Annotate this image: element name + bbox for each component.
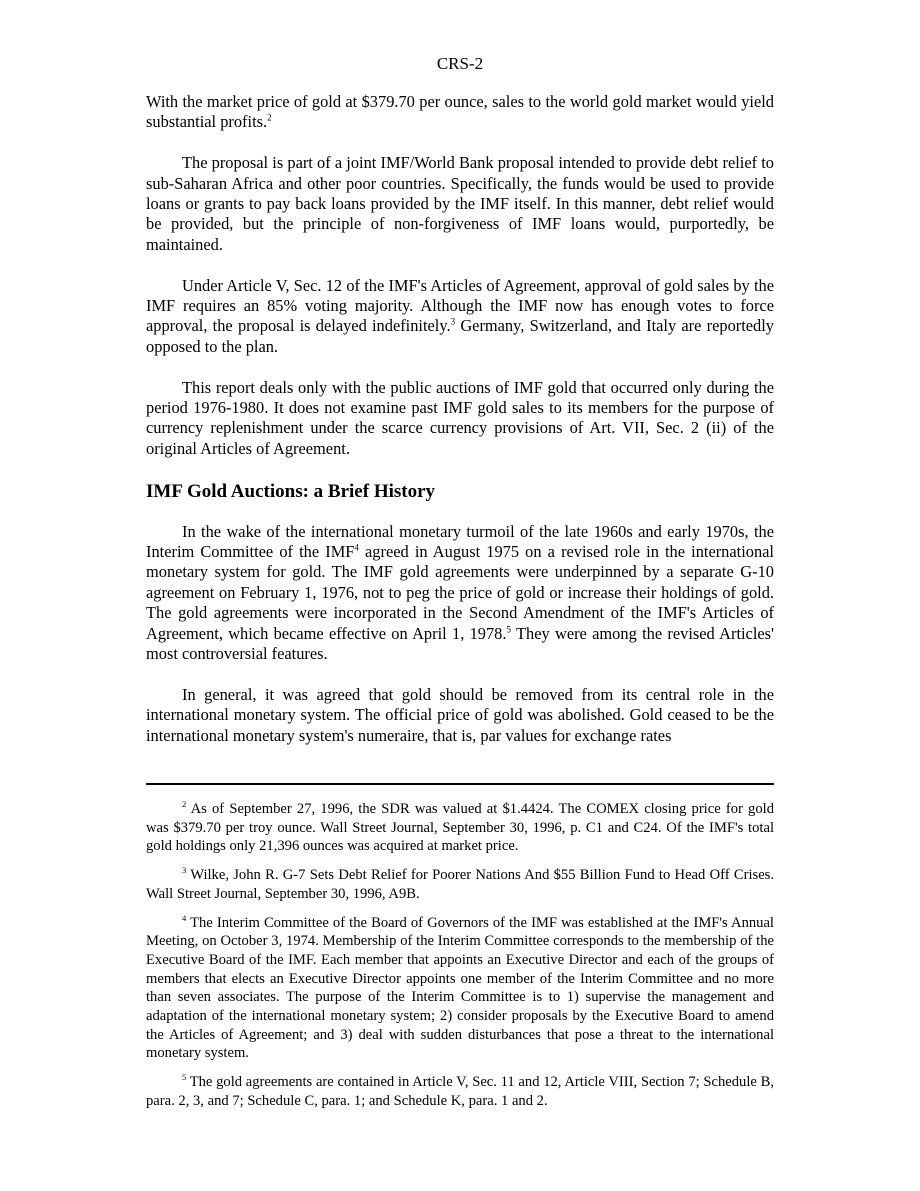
paragraph-5-text-a: In the wake of the international monetary turmoil of the late 1960s and early 1970s, the Interim Committee of the IMF	[146, 521, 774, 562]
footnote-4	[146, 914, 774, 1064]
footnote-ref-3[interactable]: 3	[450, 316, 456, 327]
footnote-divider	[146, 783, 774, 785]
footnote-text: Wilke, John R. G-7 Sets Debt Relief for Poorer Nations And $55 Billion Fund to Head Off Crises. Wall Street Journal, September 30, 1996, A9B.	[146, 867, 774, 902]
document-page	[146, 52, 774, 1109]
paragraph-5	[146, 522, 774, 665]
footnote-number: 2	[182, 799, 187, 810]
footnote-2	[146, 800, 774, 856]
paragraph-3-text-b: Germany, Switzerland, and Italy are reportedly opposed to the plan.	[146, 316, 774, 356]
footnote-text: As of September 27, 1996, the SDR was valued at $1.4424. The COMEX closing price for gold was $379.70 per troy ounce. Wall Street Journal, September 30, 1996, p. C1 and C24. Of the IMF's total gold holdings only 21,396 ounces was acquired at market price.	[146, 801, 774, 855]
paragraph-2: The proposal is part of a joint IMF/World Bank proposal intended to provide debt relief to sub-Saharan Africa and other poor countries. Specifically, the funds would be used to provide loans or grants to pay back loans provided by the IMF itself. In this manner, debt relief would be provided, but the principle of non-forgiveness of IMF loans would, purportedly, be maintained.	[146, 153, 774, 254]
paragraph-5-text-b: agreed in August 1975 on a revised role in the international monetary system for gold. The IMF gold agreements were underpinned by a separate G-10 agreement on February 1, 1976, not to peg the price of gold or increase their holdings of gold. The gold agreements were incorporated in the Second Amendment of the IMF's Articles of Agreement, which became effective on April 1, 1978.	[146, 542, 774, 643]
footnote-number: 5	[182, 1072, 187, 1083]
footnote-ref-5[interactable]: 5	[506, 624, 511, 635]
paragraph-4: This report deals only with the public auctions of IMF gold that occurred only during the period 1976-1980. It does not examine past IMF gold sales to its members for the purpose of currency replenishment under the scarce currency provisions of Art. VII, Sec. 2 (ii) of the original Articles of Agreement.	[146, 377, 774, 458]
paragraph-3-text-a: Under Article V, Sec. 12 of the IMF's Articles of Agreement, approval of gold sales by the IMF requires an 85% voting majority. Although the IMF now has enough votes to force approval, the proposal is delayed indefinitely.	[146, 275, 774, 336]
footnote-number: 4	[182, 912, 187, 923]
page-header: CRS-2	[436, 54, 484, 73]
paragraph-1-text: With the market price of gold at $379.70 per ounce, sales to the world gold market would yield substantial profits.	[146, 92, 774, 132]
footnote-5	[146, 1073, 774, 1110]
section-heading: IMF Gold Auctions: a Brief History	[146, 480, 436, 502]
footnote-text: The Interim Committee of the Board of Governors of the IMF was established at the IMF's Annual Meeting, on October 3, 1974. Membership of the Interim Committee corresponds to the membership of the Executive Board of the IMF. Each member that appoints an Executive Director and each of the groups of members that elects an Executive Director appoints one member of the Interim Committee and no more than seven associates. The purpose of the Interim Committee is to 1) supervise the management and adaptation of the international monetary system; 2) consider proposals by the Executive Board to amend the Articles of Agreement; and 3) deal with sudden disturbances that pose a threat to the international monetary system.	[146, 914, 774, 1062]
paragraph-3	[146, 276, 774, 358]
footnote-ref-4[interactable]: 4	[354, 542, 359, 553]
footnote-ref-2[interactable]: 2	[267, 112, 272, 123]
paragraph-5-text-c: They were among the revised Articles' most controversial features.	[146, 623, 774, 664]
paragraph-1	[146, 92, 774, 133]
footnote-text: The gold agreements are contained in Article V, Sec. 11 and 12, Article VIII, Section 7; Schedule B, para. 2, 3, and 7; Schedule C, para. 1; and Schedule K, para. 1 and 2.	[146, 1074, 774, 1109]
paragraph-6: In general, it was agreed that gold should be removed from its central role in the international monetary system. The official price of gold was abolished. Gold ceased to be the international monetary system's numeraire, that is, par values for exchange rates	[146, 684, 774, 745]
footnote-number: 3	[182, 865, 187, 876]
footnote-3	[146, 866, 774, 903]
footnotes	[146, 800, 774, 1121]
